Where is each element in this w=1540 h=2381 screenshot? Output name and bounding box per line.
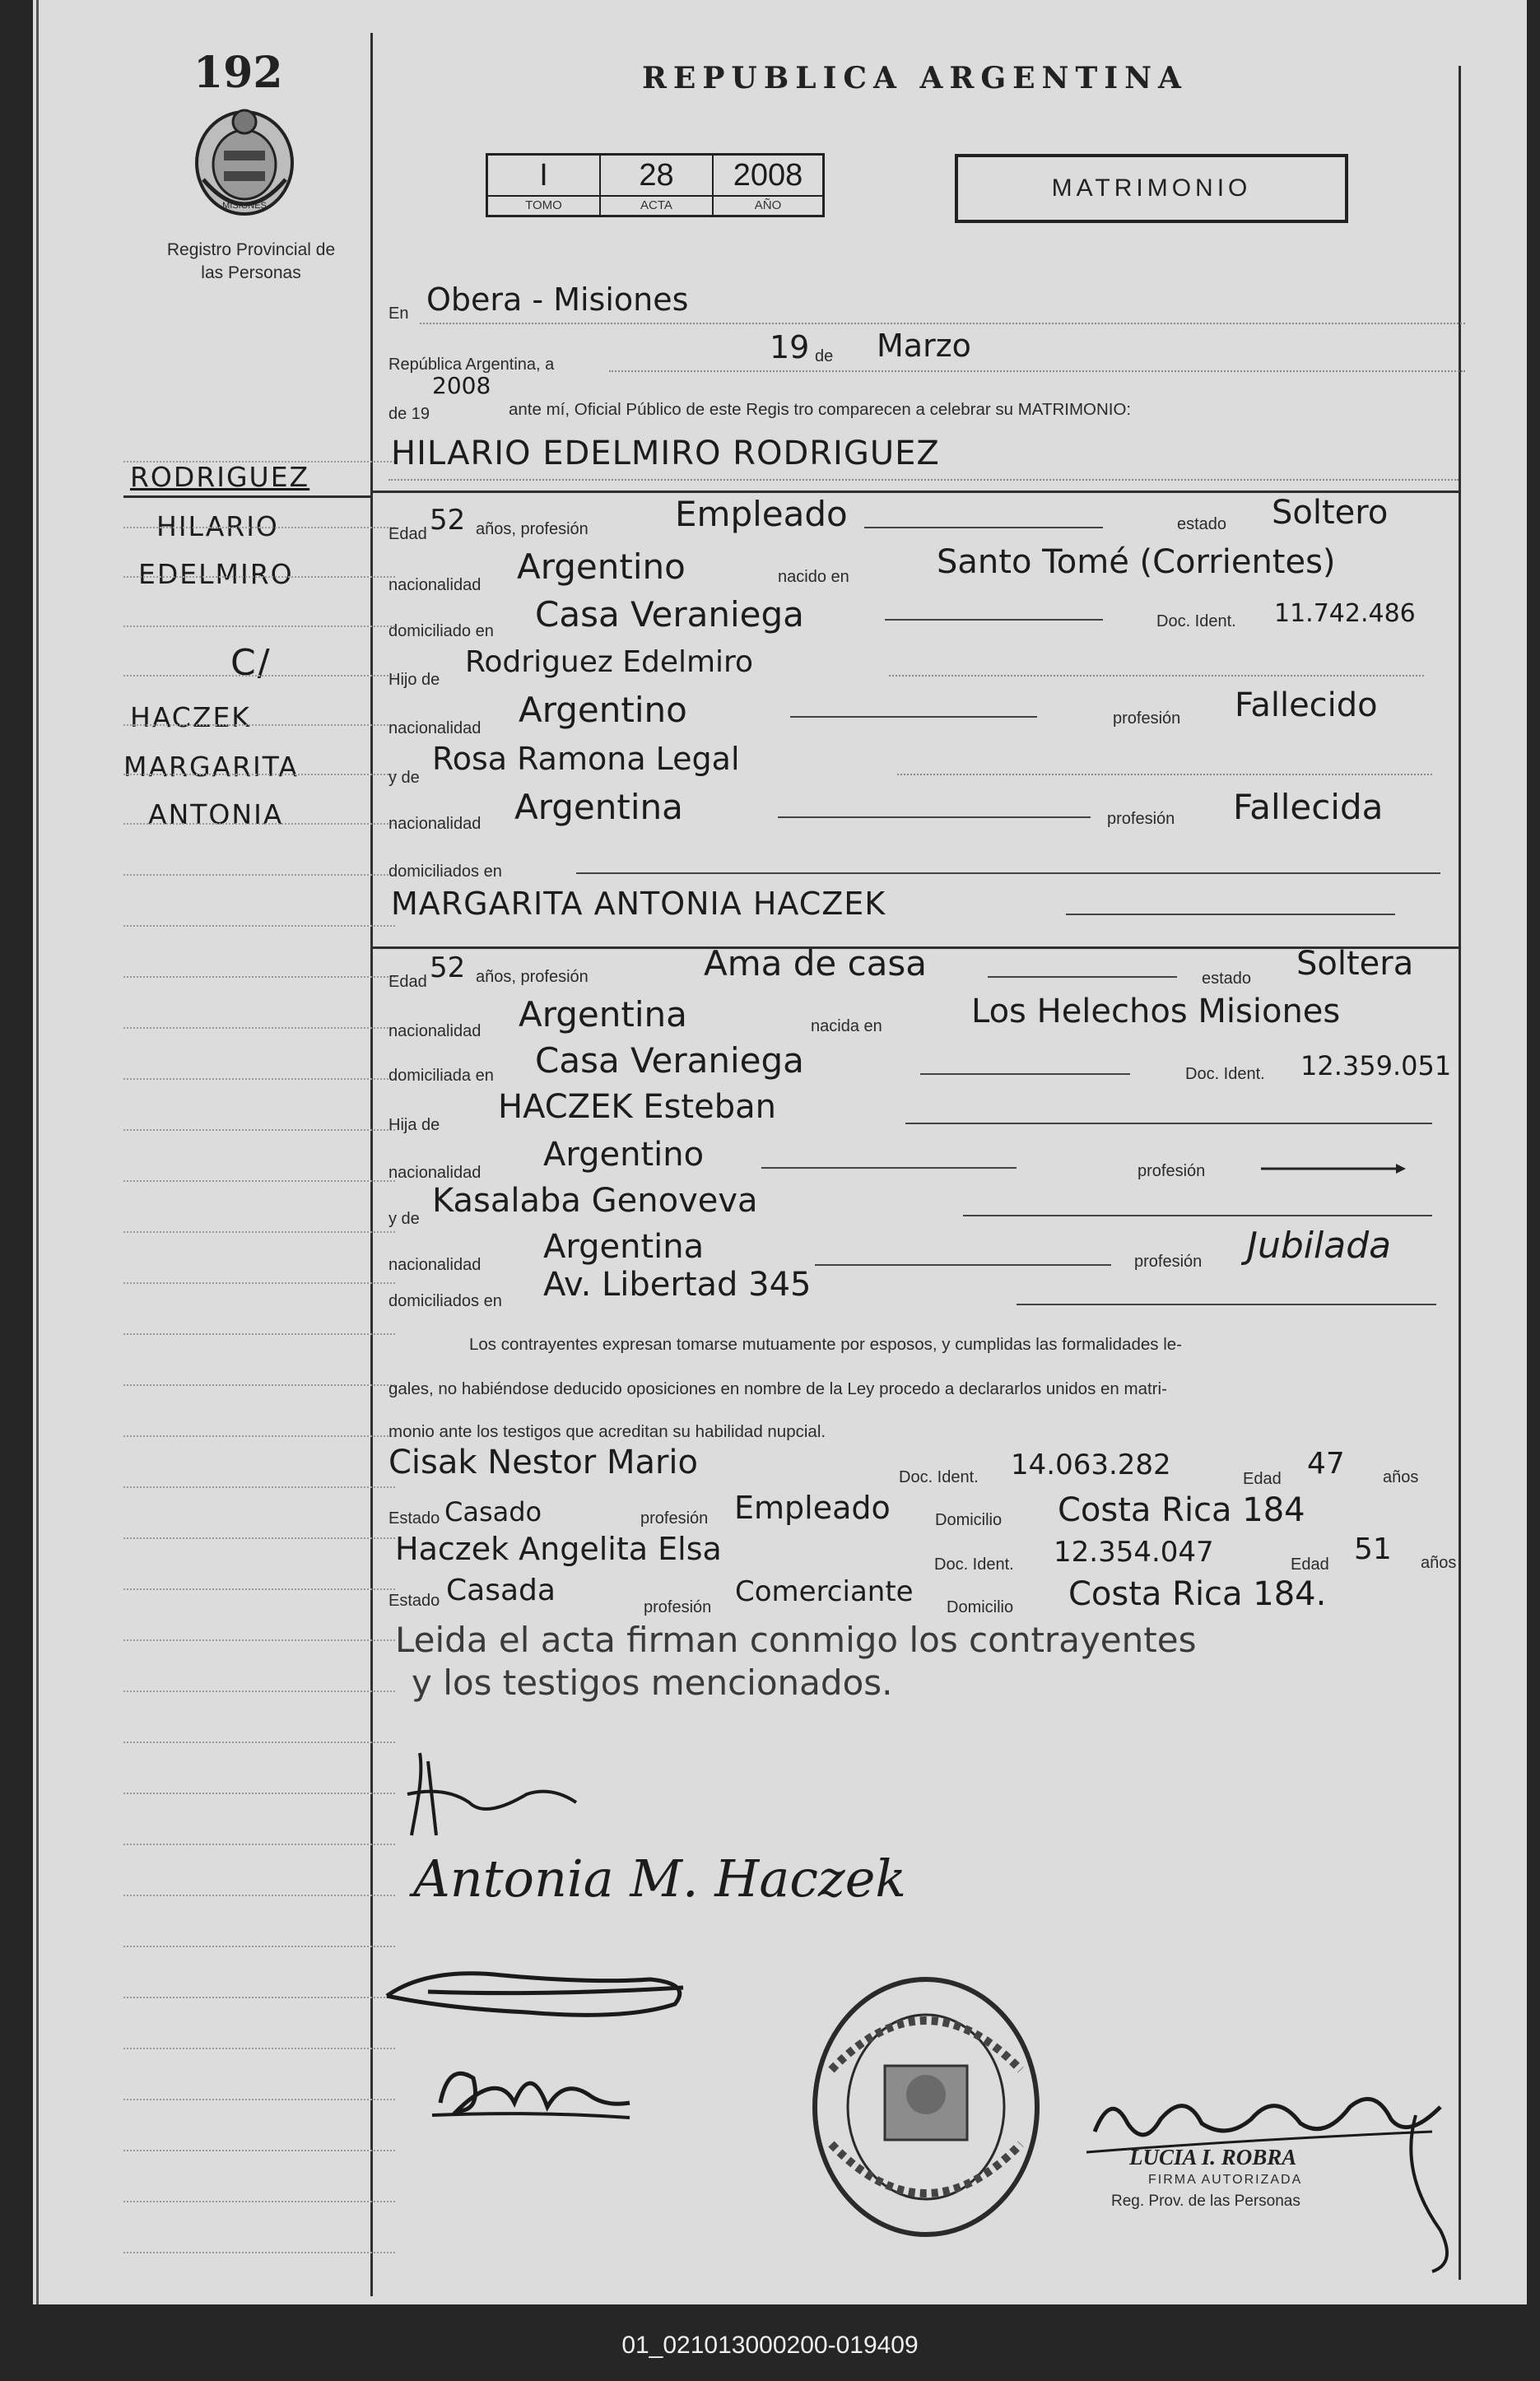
declaration-line-1: Los contrayentes expresan tomarse mutuamente por esposos, y cumplidas las formalidades le- bbox=[469, 1335, 1182, 1354]
left-name-bride-2: ANTONIA bbox=[148, 798, 284, 830]
witness2-doc-label: Doc. Ident. bbox=[934, 1556, 1014, 1574]
witness2-domicilio-label: Domicilio bbox=[947, 1598, 1014, 1616]
bride-padre-nac-label: nacionalidad bbox=[388, 1164, 482, 1182]
day-value: 19 bbox=[770, 329, 810, 365]
left-name-groom-2: EDELMIRO bbox=[138, 558, 294, 590]
groom-anios-profesion-label: años, profesión bbox=[476, 520, 589, 538]
tomo-value: I bbox=[539, 158, 548, 193]
witness1-edad-label: Edad bbox=[1243, 1470, 1282, 1488]
groom-doc: 11.742.486 bbox=[1274, 599, 1416, 628]
closing-line-2: y los testigos mencionados. bbox=[412, 1663, 893, 1703]
official-flourish bbox=[1350, 2107, 1465, 2280]
year-value: 2008 bbox=[432, 372, 491, 399]
province-crest-logo bbox=[191, 105, 298, 221]
left-surname-groom: RODRIGUEZ bbox=[130, 461, 310, 493]
official-office: Reg. Prov. de las Personas bbox=[1111, 2193, 1300, 2210]
groom-section-divider bbox=[372, 491, 1459, 493]
de-label: de bbox=[815, 347, 834, 365]
groom-domicilio: Casa Veraniega bbox=[535, 594, 804, 635]
official-name: LUCIA I. ROBRA bbox=[1129, 2145, 1297, 2169]
document-type-box: MATRIMONIO bbox=[955, 154, 1348, 223]
record-number-box bbox=[486, 153, 825, 217]
groom-padre-prof-label: profesión bbox=[1113, 709, 1181, 728]
left-name-bride-1: MARGARITA bbox=[123, 751, 299, 783]
acta-value: 28 bbox=[639, 158, 674, 193]
groom-nacionalidad: Argentino bbox=[517, 546, 686, 587]
witness1-doc-label: Doc. Ident. bbox=[899, 1468, 979, 1486]
witness1-anios-label: años bbox=[1383, 1468, 1419, 1486]
bride-madre-prof-label: profesión bbox=[1134, 1253, 1203, 1271]
groom-full-name: HILARIO EDELMIRO RODRIGUEZ bbox=[391, 435, 940, 472]
bride-domicilio-label: domiciliada en bbox=[388, 1067, 494, 1085]
left-name-underline bbox=[123, 495, 370, 498]
witness2-edad-label: Edad bbox=[1291, 1556, 1329, 1574]
groom-nacido-label: nacido en bbox=[778, 568, 849, 586]
groom-nacionalidad-label: nacionalidad bbox=[388, 576, 482, 594]
bride-padre-prof-label: profesión bbox=[1138, 1162, 1206, 1180]
anio-label: AÑO bbox=[754, 198, 782, 212]
groom-madre: Rosa Ramona Legal bbox=[432, 741, 740, 777]
image-caption: 01_021013000200-019409 bbox=[621, 2332, 919, 2359]
witness2-profesion: Comerciante bbox=[735, 1575, 914, 1608]
bride-padres-dom: Av. Libertad 345 bbox=[543, 1266, 812, 1304]
witness2-edad: 51 bbox=[1354, 1532, 1392, 1566]
bride-yde-label: y de bbox=[388, 1210, 420, 1228]
bride-hija-label: Hija de bbox=[388, 1116, 440, 1134]
declaration-line-3: monio ante los testigos que acreditan su habilidad nupcial. bbox=[388, 1422, 826, 1441]
groom-padre-nac-label: nacionalidad bbox=[388, 719, 482, 737]
groom-madre-prof: Fallecida bbox=[1233, 787, 1384, 827]
witness2-domicilio: Costa Rica 184. bbox=[1068, 1575, 1327, 1613]
groom-madre-nac: Argentina bbox=[514, 787, 683, 827]
bride-signature: Antonia M. Haczek bbox=[413, 1849, 906, 1909]
bride-doc: 12.359.051 bbox=[1300, 1050, 1452, 1081]
bride-edad-label: Edad bbox=[388, 973, 427, 991]
anio-value: 2008 bbox=[733, 158, 803, 193]
document-page bbox=[33, 0, 1527, 2304]
page-number: 192 bbox=[193, 48, 283, 98]
groom-estado: Soltero bbox=[1272, 494, 1389, 532]
month-value: Marzo bbox=[877, 328, 971, 364]
bride-domicilio: Casa Veraniega bbox=[535, 1040, 804, 1081]
official-title: FIRMA AUTORIZADA bbox=[1148, 2173, 1303, 2187]
bride-padre: HACZEK Esteban bbox=[498, 1088, 776, 1126]
bride-nacionalidad-label: nacionalidad bbox=[388, 1022, 482, 1040]
groom-padres-dom-label: domiciliados en bbox=[388, 863, 502, 881]
bride-estado: Soltera bbox=[1296, 945, 1414, 983]
witness1-name: Cisak Nestor Mario bbox=[388, 1444, 699, 1481]
witness2-doc: 12.354.047 bbox=[1054, 1536, 1214, 1569]
groom-domicilio-label: domiciliado en bbox=[388, 622, 494, 640]
bride-madre-prof: Jubilada bbox=[1247, 1225, 1392, 1267]
bride-estado-label: estado bbox=[1202, 970, 1252, 988]
year-prefix: de 19 bbox=[388, 405, 430, 423]
groom-padre-nac: Argentino bbox=[519, 690, 687, 730]
groom-nacido-en: Santo Tomé (Corrientes) bbox=[937, 543, 1336, 581]
bride-madre: Kasalaba Genoveva bbox=[432, 1182, 758, 1220]
bride-madre-nac-label: nacionalidad bbox=[388, 1256, 482, 1274]
binding-edge bbox=[36, 0, 39, 2304]
groom-padre: Rodriguez Edelmiro bbox=[465, 645, 754, 679]
witness2-signature bbox=[424, 2045, 638, 2128]
witness1-estado-label: Estado bbox=[388, 1509, 440, 1528]
right-margin-line bbox=[1459, 66, 1461, 2280]
en-label: En bbox=[388, 305, 409, 323]
witness1-domicilio-label: Domicilio bbox=[935, 1511, 1003, 1529]
bride-nacida-label: nacida en bbox=[811, 1017, 882, 1035]
groom-padre-prof: Fallecido bbox=[1235, 686, 1378, 724]
left-margin-line bbox=[370, 33, 373, 2296]
groom-estado-label: estado bbox=[1177, 515, 1227, 533]
bride-nacida-en: Los Helechos Misiones bbox=[971, 993, 1341, 1030]
country-title: REPUBLICA ARGENTINA bbox=[642, 61, 1188, 95]
declaration-line-2: gales, no habiéndose deducido oposiciones en nombre de la Ley procedo a declararlos unidos en matri- bbox=[388, 1379, 1167, 1398]
groom-madre-nac-label: nacionalidad bbox=[388, 815, 482, 833]
bride-padre-nac: Argentino bbox=[543, 1136, 705, 1174]
groom-hijo-label: Hijo de bbox=[388, 671, 440, 689]
witness1-doc: 14.063.282 bbox=[1011, 1449, 1171, 1481]
groom-yde-label: y de bbox=[388, 769, 420, 787]
bride-edad: 52 bbox=[430, 951, 466, 984]
bride-profesion: Ama de casa bbox=[704, 943, 928, 984]
witness2-anios-label: años bbox=[1421, 1554, 1457, 1572]
registry-label: Registro Provincial de las Personas bbox=[166, 240, 336, 282]
witness1-signature bbox=[379, 1959, 708, 2033]
groom-edad: 52 bbox=[430, 504, 466, 537]
republica-label: República Argentina, a bbox=[388, 356, 555, 374]
witness1-domicilio: Costa Rica 184 bbox=[1058, 1491, 1305, 1529]
closing-line-1: Leida el acta firman conmigo los contrayentes bbox=[395, 1620, 1197, 1660]
bride-madre-nac: Argentina bbox=[543, 1228, 705, 1266]
witness1-profesion: Empleado bbox=[734, 1490, 891, 1526]
bride-full-name: MARGARITA ANTONIA HACZEK bbox=[391, 886, 886, 922]
witness1-edad: 47 bbox=[1307, 1447, 1345, 1481]
acta-label: ACTA bbox=[640, 198, 672, 212]
intro-text: ante mí, Oficial Público de este Regis tro comparecen a celebrar su MATRIMONIO: bbox=[509, 400, 1132, 419]
witness2-profesion-label: profesión bbox=[644, 1598, 712, 1616]
groom-madre-prof-label: profesión bbox=[1107, 810, 1175, 828]
witness2-estado: Casada bbox=[446, 1574, 556, 1607]
bride-padres-dom-label: domiciliados en bbox=[388, 1292, 502, 1310]
left-connector: C/ bbox=[230, 642, 272, 684]
bride-anios-profesion-label: años, profesión bbox=[476, 968, 589, 986]
witness1-estado: Casado bbox=[444, 1496, 542, 1528]
bride-doc-label: Doc. Ident. bbox=[1185, 1065, 1265, 1083]
groom-doc-label: Doc. Ident. bbox=[1156, 612, 1236, 630]
svg-text:MISIONES: MISIONES bbox=[222, 201, 267, 211]
place-value: Obera - Misiones bbox=[426, 281, 689, 318]
official-stamp bbox=[807, 1971, 1045, 2243]
groom-signature bbox=[403, 1745, 584, 1844]
groom-edad-label: Edad bbox=[388, 525, 427, 543]
bride-nacionalidad: Argentina bbox=[519, 994, 687, 1035]
witness1-profesion-label: profesión bbox=[640, 1509, 709, 1528]
tomo-label: TOMO bbox=[525, 198, 562, 212]
left-surname-bride: HACZEK bbox=[130, 701, 251, 733]
left-name-groom-1: HILARIO bbox=[156, 510, 279, 542]
witness2-name: Haczek Angelita Elsa bbox=[395, 1531, 722, 1567]
witness2-estado-label: Estado bbox=[388, 1592, 440, 1610]
bride-padre-prof-dash bbox=[1259, 1160, 1407, 1177]
groom-profesion: Empleado bbox=[675, 494, 848, 534]
